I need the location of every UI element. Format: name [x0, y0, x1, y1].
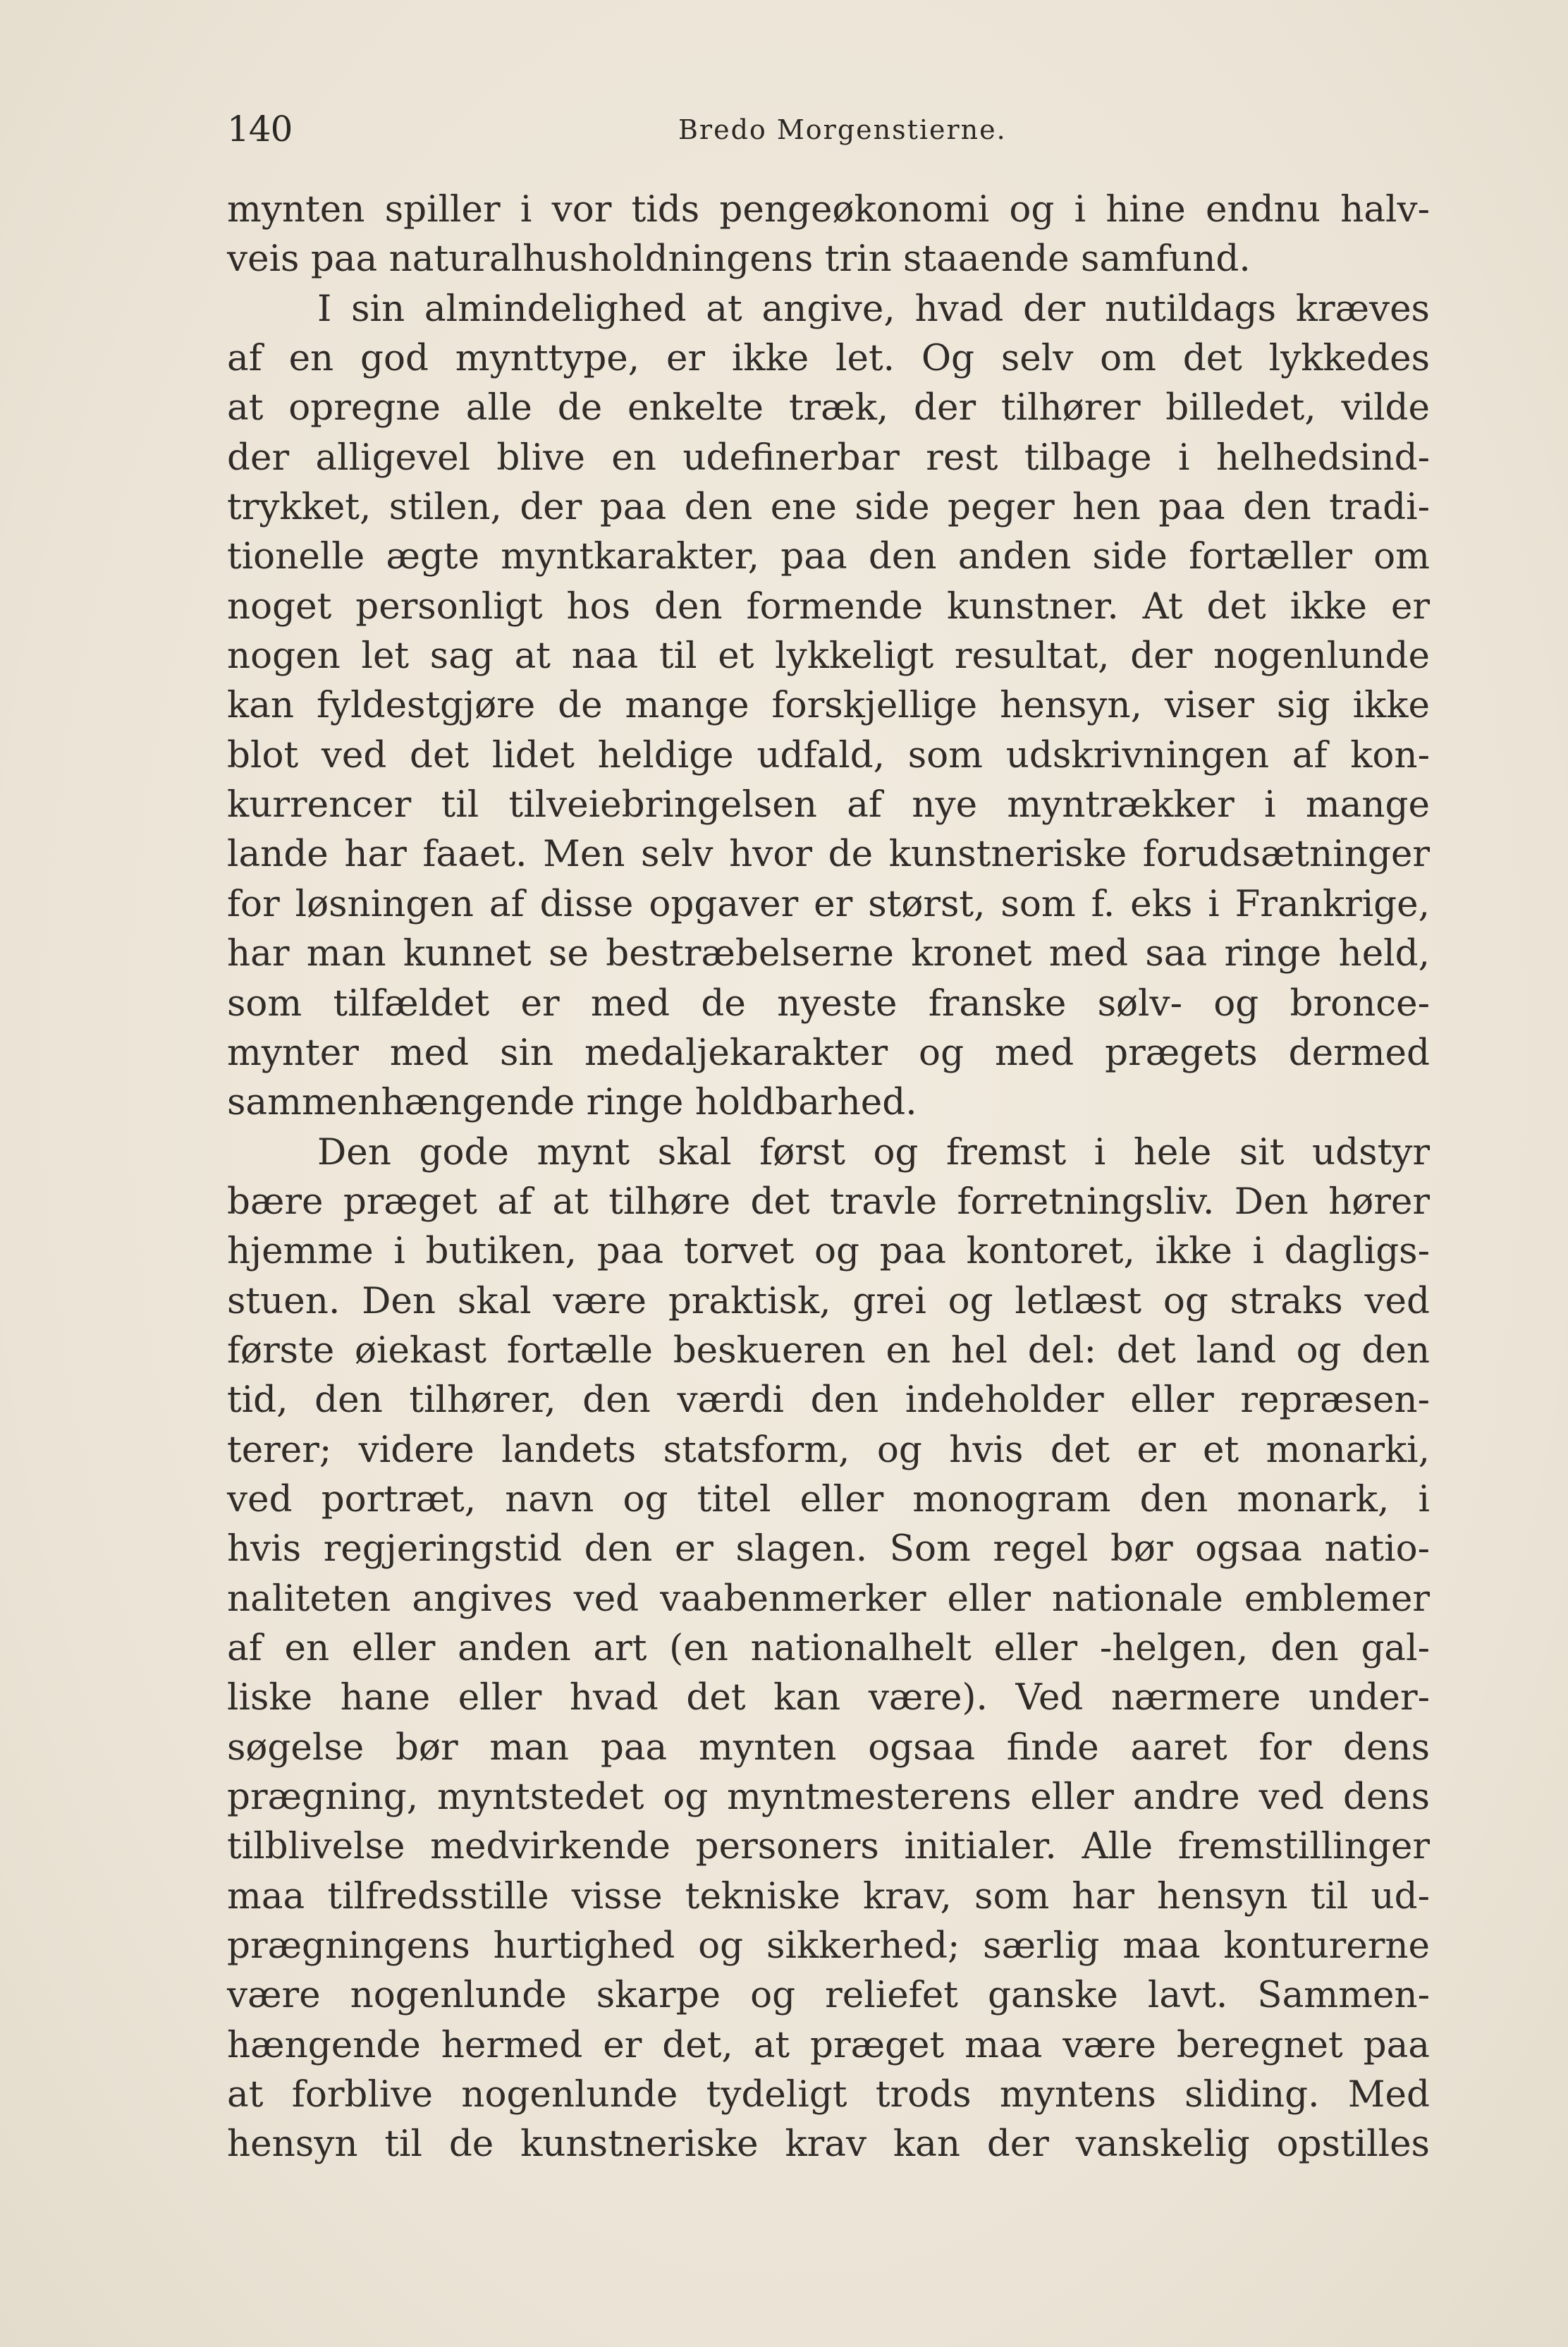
- page-number: 140: [227, 109, 293, 150]
- text-line: hvis regjeringstid den er slagen. Som regel bør ogsaa natio-: [227, 1528, 1430, 1571]
- text-line: hensyn til de kunstneriske krav kan der vanskelig opstilles: [227, 2123, 1430, 2166]
- text-line: for løsningen af disse opgaver er størst, som f. eks i Frankrige,: [227, 882, 1430, 925]
- text-line: blot ved det lidet heldige udfald, som udskrivningen af kon-: [227, 733, 1430, 776]
- text-line: der alligevel blive en udefinerbar rest tilbage i helhedsind-: [227, 436, 1430, 479]
- text-line: at opregne alle de enkelte træk, der tilhører billedet, vilde: [227, 386, 1430, 429]
- text-line: hængende hermed er det, at præget maa være beregnet paa: [227, 2023, 1430, 2066]
- text-line: veis paa naturalhusholdningens trin staaende samfund.: [227, 238, 1251, 281]
- text-line: som tilfældet er med de nyeste franske sølv- og bronce-: [227, 982, 1430, 1025]
- text-line: noget personligt hos den formende kunstner. At det ikke er: [227, 585, 1430, 628]
- text-line: af en eller anden art (en nationalhelt eller -helgen, den gal-: [227, 1626, 1430, 1669]
- text-line: mynten spiller i vor tids pengeøkonomi og i hine endnu halv-: [227, 188, 1430, 231]
- text-line: ved portræt, navn og titel eller monogram den monark, i: [227, 1477, 1430, 1520]
- text-line: har man kunnet se bestræbelserne kronet med saa ringe held,: [227, 932, 1430, 975]
- text-line: prægningens hurtighed og sikkerhed; særlig maa konturerne: [227, 1925, 1430, 1968]
- text-line: trykket, stilen, der paa den ene side peger hen paa den tradi-: [227, 486, 1430, 529]
- text-line: kurrencer til tilveiebringelsen af nye myntrækker i mange: [227, 784, 1430, 827]
- text-line: af en god mynttype, er ikke let. Og selv om det lykkedes: [227, 337, 1430, 380]
- text-line: sammenhængende ringe holdbarhed.: [227, 1081, 917, 1124]
- text-line: liske hane eller hvad det kan være). Ved nærmere under-: [227, 1676, 1430, 1719]
- text-line: bære præget af at tilhøre det travle forretningsliv. Den hører: [227, 1180, 1430, 1223]
- text-line: mynter med sin medaljekarakter og med prægets dermed: [227, 1031, 1430, 1074]
- text-line: tid, den tilhører, den værdi den indeholder eller repræsen-: [227, 1379, 1430, 1422]
- text-line: søgelse bør man paa mynten ogsaa finde aaret for dens: [227, 1726, 1430, 1769]
- text-line: nogen let sag at naa til et lykkeligt resultat, der nogenlunde: [227, 635, 1430, 678]
- page-header: [227, 106, 1430, 162]
- text-line: kan fyldestgjøre de mange forskjellige hensyn, viser sig ikke: [227, 684, 1430, 727]
- running-head: Bredo Morgenstierne.: [678, 114, 1007, 145]
- body-text: [227, 185, 1430, 2169]
- text-line: være nogenlunde skarpe og reliefet ganske lavt. Sammen-: [227, 1974, 1430, 2017]
- text-line: at forblive nogenlunde tydeligt trods myntens sliding. Med: [227, 2073, 1430, 2116]
- text-line: tilblivelse medvirkende personers initialer. Alle fremstillinger: [227, 1825, 1430, 1868]
- text-line: lande har faaet. Men selv hvor de kunstneriske forudsætninger: [227, 833, 1430, 876]
- text-line: maa tilfredsstille visse tekniske krav, som har hensyn til ud-: [227, 1874, 1430, 1918]
- text-line: prægning, myntstedet og myntmesterens eller andre ved dens: [227, 1776, 1430, 1818]
- text-line: naliteten angives ved vaabenmerker eller nationale emblemer: [227, 1577, 1430, 1620]
- text-line: terer; videre landets statsform, og hvis det er et monarki,: [227, 1428, 1430, 1471]
- text-line: tionelle ægte myntkarakter, paa den anden side fortæller om: [227, 535, 1430, 578]
- text-line: stuen. Den skal være praktisk, grei og letlæst og straks ved: [227, 1279, 1430, 1322]
- text-line: hjemme i butiken, paa torvet og paa kontoret, ikke i dagligs-: [227, 1230, 1430, 1273]
- text-line: Den gode mynt skal først og fremst i hele sit udstyr: [317, 1130, 1430, 1174]
- text-line: første øiekast fortælle beskueren en hel del: det land og den: [227, 1329, 1430, 1372]
- text-line: I sin almindelighed at angive, hvad der nutildags kræves: [317, 287, 1430, 330]
